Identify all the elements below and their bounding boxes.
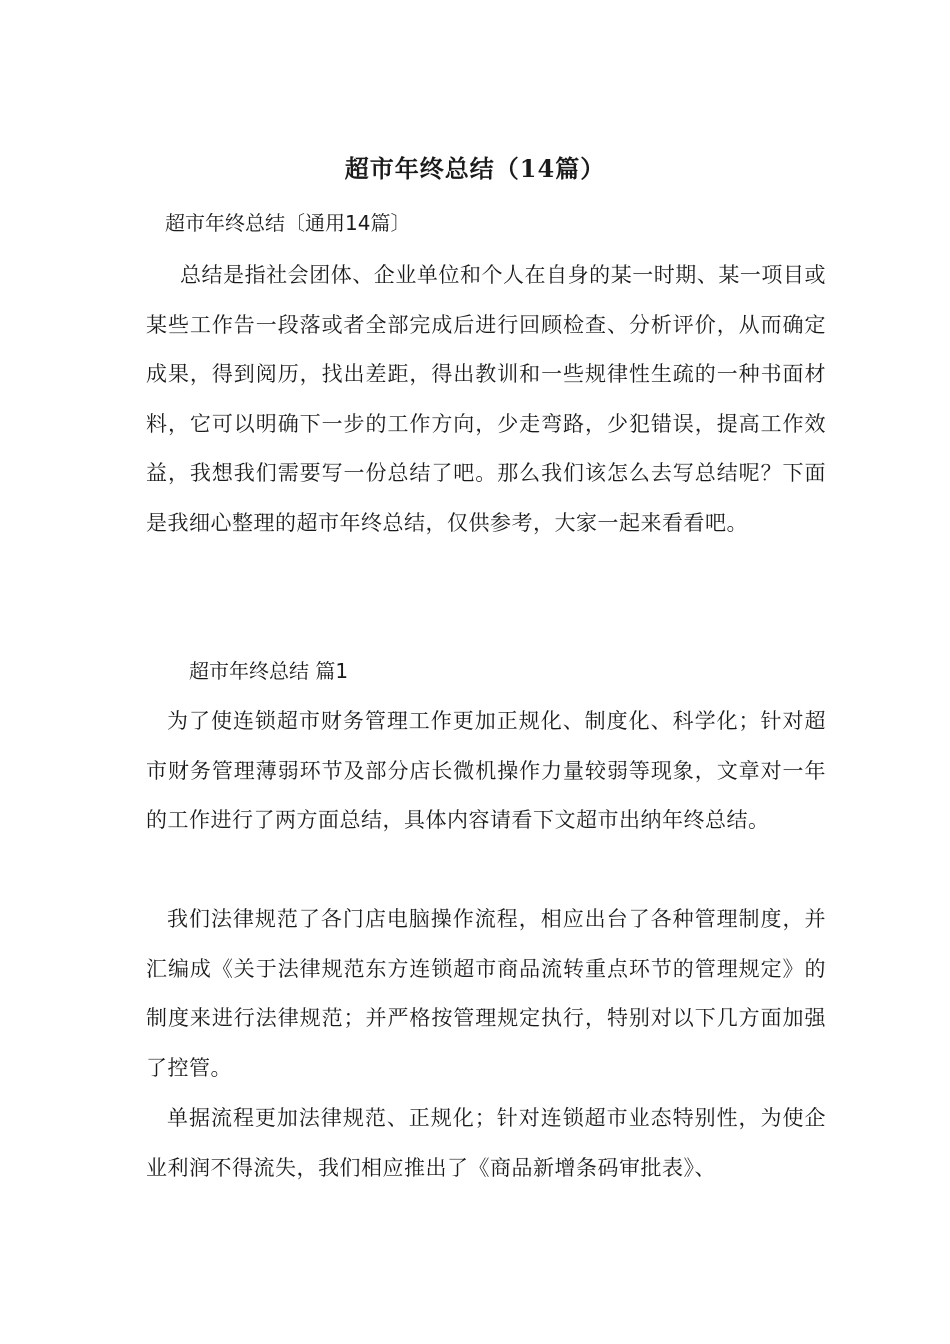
body-paragraph-1: 为了使连锁超市财务管理工作更加正规化、制度化、科学化；针对超市财务管理薄弱环节及部分店长微机操作力量较弱等现象，文章对一年的工作进行了两方面总结，具体内容请看下文超市出纳年终总结。 bbox=[146, 709, 826, 832]
body-paragraph-2: 我们法律规范了各门店电脑操作流程，相应出台了各种管理制度，并汇编成《关于法律规范东方连锁超市商品流转重点环节的管理规定》的制度来进行法律规范；并严格按管理规定执行，特别对以下几方面加强了控管。 bbox=[146, 907, 826, 1080]
document-title: 超市年终总结（14篇） bbox=[344, 154, 606, 183]
body-paragraph-3: 单据流程更加法律规范、正规化；针对连锁超市业态特别性，为使企业利润不得流失，我们相应推出了《商品新增条码审批表》、 bbox=[146, 1106, 826, 1180]
document-subtitle: 超市年终总结〔通用14篇〕 bbox=[165, 211, 411, 235]
intro-paragraph: 总结是指社会团体、企业单位和个人在自身的某一时期、某一项目或某些工作告一段落或者全部完成后进行回顾检查、分析评价，从而确定成果，得到阅历，找出差距，得出教训和一些规律性生疏的一种书面材料，它可以明确下一步的工作方向，少走弯路，少犯错误，提高工作效益，我想我们需要写一份总结了吧。那么我们该怎么去写总结呢？下面是我细心整理的超市年终总结，仅供参考，大家一起来看看吧。 bbox=[146, 263, 826, 535]
section-heading: 超市年终总结 篇1 bbox=[189, 659, 349, 683]
